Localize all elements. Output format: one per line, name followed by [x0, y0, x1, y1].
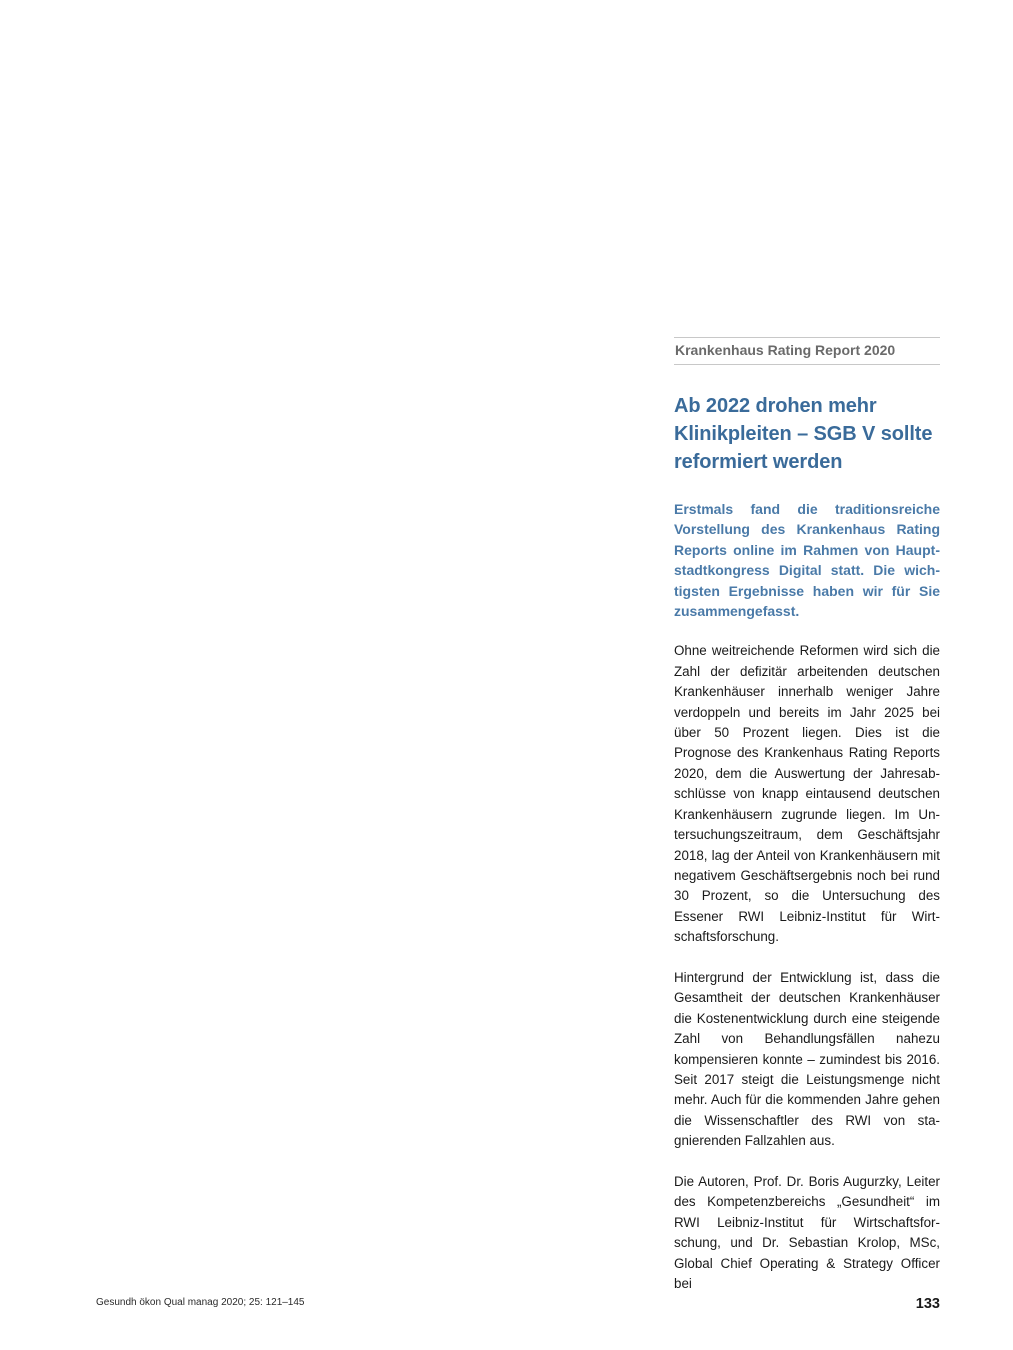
article-column: [674, 337, 940, 1294]
body-paragraph: Ohne weitreichende Reformen wird sich die Zahl der defizitär arbeitenden deutschen Krankenhäuser innerhalb weniger Jahre verdoppeln und bereits im Jahr 2025 bei über 50 Prozent liegen. Dies ist die Prognose des Krankenhaus Rating Reports 2020, dem die Auswertung der Jahresabschlüsse von knapp eintausend deutschen Krankenhäusern zugrunde liegen. Im Untersuchungszeitraum, dem Geschäftsjahr 2018, lag der Anteil von Krankenhäusern mit negativem Geschäftsergebnis noch bei rund 30 Prozent, so die Untersuchung des Essener RWI Leibniz-Institut für Wirtschaftsforschung.: [674, 643, 940, 945]
journal-citation: Gesundh ökon Qual manag 2020; 25: 121–145: [96, 1297, 305, 1308]
body-paragraph: Hintergrund der Entwicklung ist, dass die Gesamtheit der deutschen Krankenhäuser die Kostenentwicklung durch eine steigende Zahl von Behandlungsfällen nahezu kompensieren konnte – zumindest bis 2016. Seit 2017 steigt die Leistungsmenge nicht mehr. Auch für die kommenden Jahre gehen die Wissenschaftler des RWI von stagnierenden Fallzahlen aus.: [674, 969, 940, 1149]
section-label: Krankenhaus Rating Report 2020: [675, 342, 896, 358]
article-headline: Ab 2022 drohen mehr Klinikpleiten – SGB V sollte reformiert werden: [674, 395, 933, 473]
bottom-rule: [674, 364, 940, 365]
article-lead: Erstmals fand die traditionsreiche Vorstellung des Krankenhaus Rating Reports online im Rahmen von Hauptstadtkongress Digital statt. Die wichtigsten Ergebnisse haben wir für Sie zusammengefasst.: [674, 501, 940, 620]
page-number: 133: [915, 1296, 940, 1312]
body-paragraph: Die Autoren, Prof. Dr. Boris Augurzky, Leiter des Kompetenzbereichs „Gesundheit“ im RWI Leibniz-Institut für Wirtschaftsforschung, und Dr. Sebastian Krolop, MSc, Global Chief Operating & Strategy Officer bei: [674, 1173, 940, 1291]
